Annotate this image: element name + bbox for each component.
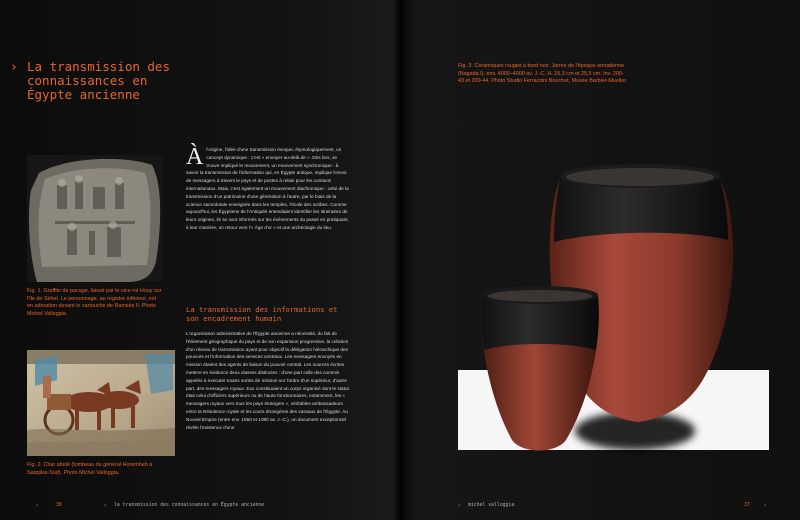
footer-chevron-icon-right: › — [764, 502, 767, 509]
fig2-photo — [27, 350, 175, 456]
footer-chevron-icon-left: › — [36, 502, 39, 509]
fig1-photo — [27, 155, 163, 282]
section-paragraph: L'organisation administrative de l'Égypte ancienne a nécessité, du fait de l'étirement géographique du pays et de son expansion progressive, la création d'un réseau de transmission ayant pour objectif la délégation hiérarchique des pouvoirs et l'information des services centraux. Les messagers envoyés en mission étaient des agents de liaison du pouvoir central. Les sources écrites mettent en évidence deux classes distinctes : d'une part celle des commis appelés à exécuter toutes sortes de mission sur l'ordre d'un supérieur, d'autre part, des messagers royaux. Eux constituaient un corps organisé dont le statut était celui d'officiers supérieurs ou de haute fonctionnaires, notamment, les « messagers royaux vers tous les pays étrangers », véritables ambassadeurs entre la Résidence royale et les cours étrangères des vassaux de l'Égypte. Au Nouvel Empire (entre env. 1550 et 1080 av. J.-C.), un document exceptionnel révèle l'existence d'une — [186, 331, 349, 430]
running-title: la transmission des connaissances en Égypte ancienne — [114, 503, 265, 508]
right-page-number: 37 — [744, 503, 750, 508]
fig1-caption: Fig. 1. Graffito de pacage, laissé par le vice-roi Houy sur l'île de Séhel. Le personnage, au registre inférieur, est en adoration devant le cartouche de Ramsès II. Photo Michel Valloggia. — [27, 288, 162, 317]
fig3-photo — [470, 160, 770, 460]
footer-chevron-icon-title: › — [104, 502, 107, 509]
title-chevron-icon: › — [10, 60, 18, 75]
fig2-caption: Fig. 2. Char attelé (tombeau du général Horemheb à Saqqâra-Sud). Photo Michel Valloggia. — [27, 462, 153, 476]
drop-cap: À — [186, 144, 204, 170]
fig3-caption: Fig. 3. Céramiques rouges à bord noir. Jarres de l'époque amratienne (Nagada I), env. 4000–4000 av. J.-C. H. 15,3 cm et 25,5 cm. Inv. 200-43 et 200-44. Photo Studio Ferrazzini Bouchet, Musée Barbier-Mueller. — [458, 63, 628, 85]
page-gutter — [396, 0, 406, 520]
intro-paragraph — [186, 146, 350, 232]
left-page-number: 36 — [56, 503, 62, 508]
footer-chevron-icon-author: › — [458, 502, 461, 509]
section-subheading: La transmission des informations et son encadrement humain — [186, 305, 338, 323]
author-name: michel valloggia — [468, 503, 515, 508]
intro-text: l'origine, l'idée d'une transmission évoque, étymologiquement, un concept dynamique : c'est « envoyer au-delà de ». Dès lors, se trouve impliqué le mouvement, un mouvement synchronique : à savoir la transmission de l'information qui, en Égypte antique, implique l'envoi de messagers à travers le pays et de postes à relais pour les contacts internationaux. Mais, c'est également un mouvement diachronique : celui de la transmission d'un patrimoine d'une génération à l'autre, par le biais de la science sacerdotale enseignée dans les temples, l'école des scribes. Comme aujourd'hui, les Égyptiens de l'Antiquité entendaient identifier les itinéraires de leurs origines, ils se sont informés sur les événements du passé en pratiquant, à leur manière, un retour vers l'« Âge d'or » et une archéologie du lieu. — [186, 147, 349, 230]
chapter-title: La transmission des connaissances en Égypte ancienne — [27, 59, 170, 102]
